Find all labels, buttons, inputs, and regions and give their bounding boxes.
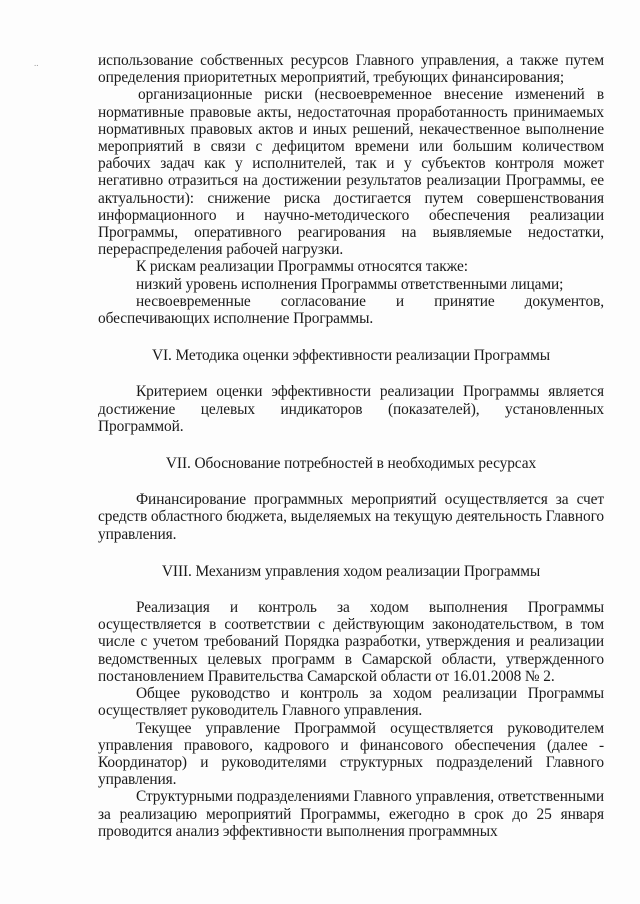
paragraph-current-management: Текущее управление Программой осуществляется руководителем управления правового, кадрового и финансового обеспечения (далее - Координатор) и руководителями структурных подразделений Главного управления. [98, 719, 604, 789]
paragraph-risks-intro: К рискам реализации Программы относятся также: [136, 258, 468, 276]
paragraph-own-resources: использование собственных ресурсов Главного управления, а также путем определения приоритетных мероприятий, требующих финансирования; [98, 52, 604, 87]
paragraph-risk-low-execution: низкий уровень исполнения Программы ответственными лицами; [136, 275, 564, 293]
paragraph-financing: Финансирование программных мероприятий осуществляется за счет средств областного бюджета, выделяемых на текущую деятельность Главного управления. [98, 491, 604, 543]
paragraph-risk-late-approval: несвоевременные согласование и принятие документов, обеспечивающих исполнение Программы. [98, 292, 604, 328]
paragraph-organizational-risks: организационные риски (несвоевременное внесение изменений в нормативные правовые акты, недостаточная проработанность принимаемых нормативных правовых актов и иных решений, некачественное выполнение мероприятий в связи с дефицитом времени или большим количеством рабочих задач как у исполнителей, так и у субъектов контроля может негативно отразиться на достижении результатов реализации Программы, ее актуальности): снижение риска достигается путем совершенствования информационного и научно-методического обеспечения реализации Программы, оперативного реагирования на выявляемые недостатки, перераспределения рабочей нагрузки. [98, 86, 604, 259]
section-heading-viii: VIII. Механизм управления ходом реализации Программы [161, 562, 541, 580]
paragraph-structural-units: Структурными подразделениями Главного управления, ответственными за реализацию мероприятий Программы, ежегодно в срок до 25 января проводится анализ эффективности выполнения программных [98, 788, 604, 840]
scan-speck: .. [34, 58, 39, 68]
document-body [98, 52, 604, 840]
paragraph-general-management: Общее руководство и контроль за ходом реализации Программы осуществляет руководитель Главного управления. [98, 685, 604, 720]
paragraph-implementation-control: Реализация и контроль за ходом выполнения Программы осуществляется в соответствии с действующим законодательством, в том числе с учетом требований Порядка разработки, утверждения и реализации ведомственных целевых программ в Самарской области, утвержденного постановлением Правительства Самарской области от 16.01.2008 № 2. [98, 599, 604, 685]
section-heading-vii: VII. Обоснование потребностей в необходимых ресурсах [165, 455, 537, 473]
paragraph-efficiency-criterion: Критерием оценки эффективности реализации Программы является достижение целевых индикаторов (показателей), установленных Программой. [98, 383, 604, 435]
section-heading-vi: VI. Методика оценки эффективности реализации Программы [151, 347, 551, 365]
